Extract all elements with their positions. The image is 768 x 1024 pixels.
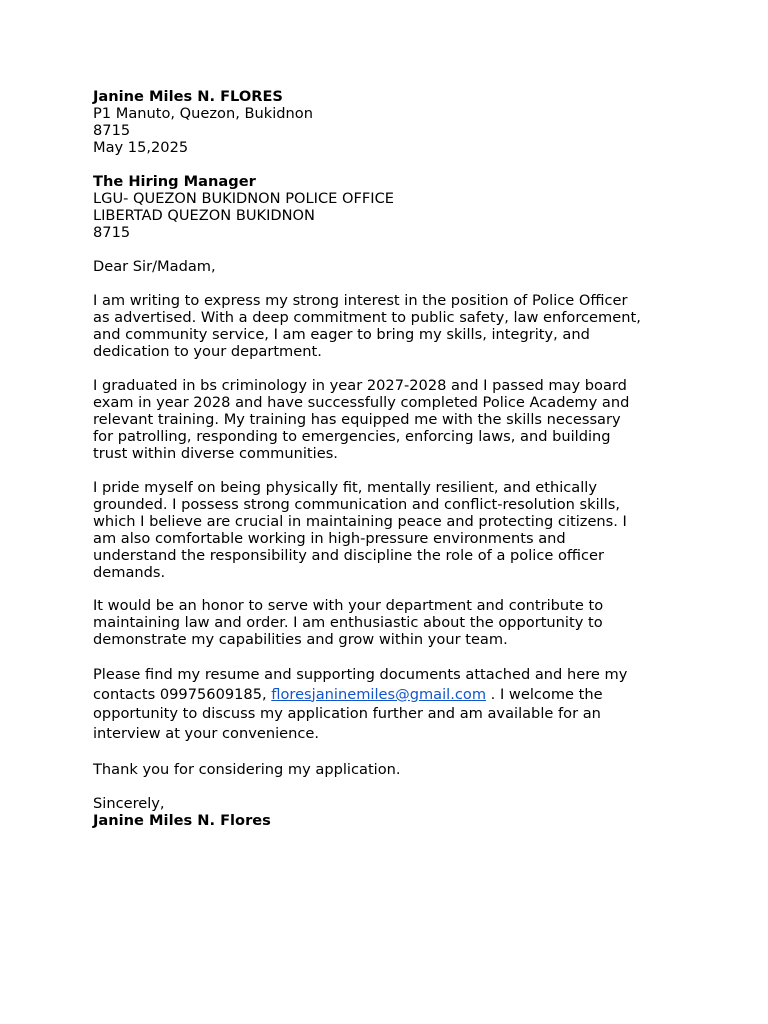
paragraph-line: grounded. I possess strong communication and conflict-resolution skills,	[93, 496, 621, 513]
paragraph-line: interview at your convenience.	[93, 724, 319, 742]
recipient-office: LGU- QUEZON BUKIDNON POLICE OFFICE	[93, 190, 394, 207]
paragraph-line: opportunity to discuss my application further and am available for an	[93, 705, 601, 722]
paragraph-line: as advertised. With a deep commitment to public safety, law enforcement,	[93, 309, 641, 326]
contacts-suffix: . I welcome the	[486, 685, 603, 703]
letter-date: May 15,2025	[93, 139, 189, 156]
paragraph-line: I graduated in bs criminology in year 2027-2028 and I passed may board	[93, 377, 627, 394]
paragraph-line: demands.	[93, 564, 166, 581]
paragraph-line: relevant training. My training has equipped me with the skills necessary	[93, 411, 621, 428]
paragraph-line: demonstrate my capabilities and grow within your team.	[93, 631, 508, 648]
closing: Sincerely,	[93, 795, 165, 812]
paragraph-line: exam in year 2028 and have successfully completed Police Academy and	[93, 394, 630, 411]
paragraph-line: which I believe are crucial in maintaining peace and protecting citizens. I	[93, 513, 627, 530]
paragraph-line: I pride myself on being physically fit, mentally resilient, and ethically	[93, 479, 597, 496]
paragraph-line: trust within diverse communities.	[93, 445, 338, 462]
email-link[interactable]: floresjaninemiles@gmail.com	[271, 685, 487, 703]
paragraph-education	[93, 377, 693, 462]
paragraph-honor	[93, 597, 693, 648]
recipient-zip: 8715	[93, 224, 131, 241]
sender-block	[93, 88, 693, 156]
salutation: Dear Sir/Madam,	[93, 258, 216, 275]
paragraph-line: am also comfortable working in high-pressure environments and	[93, 530, 566, 547]
paragraph-line: I am writing to express my strong interest in the position of Police Officer	[93, 292, 628, 309]
contacts-text: contacts 09975609185,	[93, 685, 272, 703]
paragraph-line: maintaining law and order. I am enthusiastic about the opportunity to	[93, 614, 603, 631]
paragraph-line	[93, 685, 693, 705]
paragraph-line: and community service, I am eager to bring my skills, integrity, and	[93, 326, 590, 343]
paragraph-line: It would be an honor to serve with your department and contribute to	[93, 597, 604, 614]
letter-body	[93, 88, 693, 829]
recipient-title: The Hiring Manager	[93, 173, 256, 190]
paragraph-qualities	[93, 479, 693, 581]
paragraph-line: understand the responsibility and discipline the role of a police officer	[93, 547, 605, 564]
paragraph-line: Please find my resume and supporting documents attached and here my	[93, 666, 628, 683]
paragraph-line: for patrolling, responding to emergencies, enforcing laws, and building	[93, 428, 611, 445]
sender-name: Janine Miles N. FLORES	[93, 88, 283, 105]
signature: Janine Miles N. Flores	[93, 812, 271, 829]
paragraph-contact	[93, 665, 693, 743]
sender-zip: 8715	[93, 122, 131, 139]
recipient-block	[93, 173, 693, 241]
recipient-address: LIBERTAD QUEZON BUKIDNON	[93, 207, 315, 224]
paragraph-line: dedication to your department.	[93, 343, 322, 360]
paragraph-interest	[93, 292, 693, 360]
thanks-line: Thank you for considering my application.	[93, 761, 401, 778]
sender-address: P1 Manuto, Quezon, Bukidnon	[93, 105, 313, 122]
